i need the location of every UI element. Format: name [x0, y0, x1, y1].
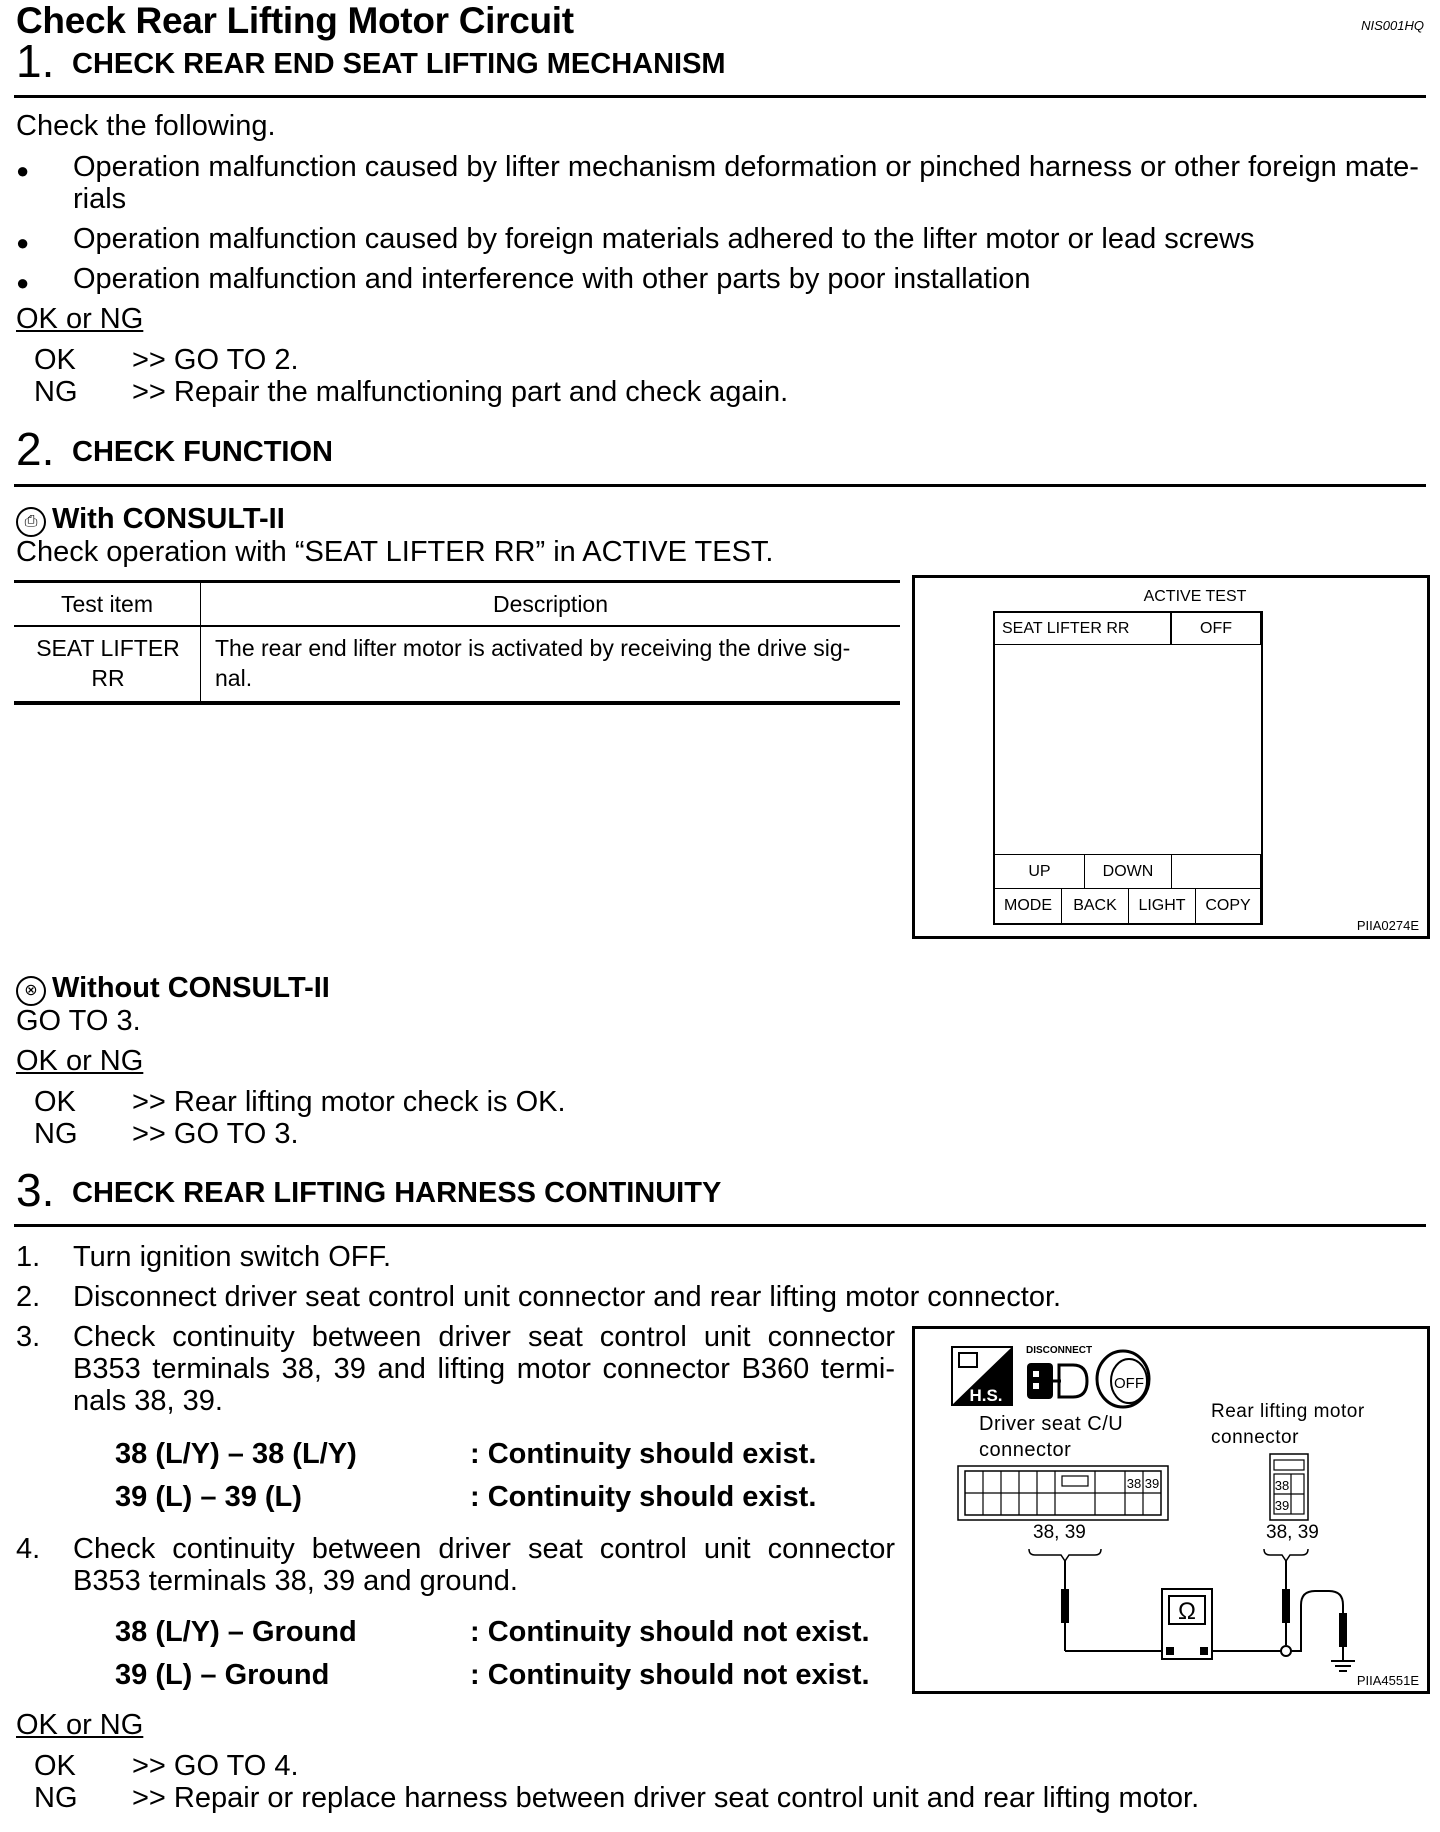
label-line: Driver seat C/U — [979, 1413, 1124, 1435]
ng-label: NG — [34, 376, 78, 408]
list-item: Operation malfunction caused by lifter mechanism deformation or pinched harness or other foreign mate-rials — [73, 151, 1419, 215]
continuity-diagram — [912, 1326, 1430, 1694]
column-header: Test item — [14, 582, 201, 627]
list-item: Disconnect driver seat control unit connector and rear lifting motor connector. — [73, 1281, 1062, 1313]
ok-result: >> GO TO 4. — [132, 1750, 299, 1782]
without-consult-heading — [16, 972, 330, 1006]
terminal-38: 38 — [1126, 1476, 1142, 1491]
ok-label: OK — [34, 1750, 76, 1782]
empty-button — [1171, 854, 1261, 889]
step-title: CHECK FUNCTION — [72, 436, 333, 468]
step-1-intro: Check the following. — [16, 110, 276, 142]
step-number: 2. — [16, 423, 55, 475]
ng-label: NG — [34, 1782, 78, 1814]
label-line: connector — [979, 1439, 1072, 1461]
active-test-figure — [912, 575, 1430, 939]
list-number: 2. — [16, 1281, 41, 1313]
list-item: Check continuity between driver seat control unit connector B353 terminals 38, 39 and ground. — [73, 1533, 895, 1597]
without-consult-text: GO TO 3. — [16, 1005, 141, 1037]
up-button[interactable]: UP — [994, 854, 1085, 889]
continuity-result: : Continuity should not exist. — [470, 1616, 870, 1648]
ng-result: >> Repair the malfunctioning part and check again. — [132, 376, 789, 408]
document-id: NIS001HQ — [1361, 18, 1424, 33]
list-item: Operation malfunction caused by foreign materials adhered to the lifter motor or lead screws — [73, 223, 1255, 255]
no-consult-icon: ⊗ — [16, 976, 46, 1006]
table-header-row — [14, 582, 900, 627]
with-consult-title: With CONSULT-II — [52, 503, 285, 535]
rear-connector-label — [1211, 1399, 1365, 1451]
divider — [14, 484, 1426, 487]
active-test-screen — [993, 611, 1263, 925]
table-cell: The rear end lifter motor is activated by receiving the drive sig-nal. — [201, 626, 901, 703]
ng-result: >> Repair or replace harness between driver seat control unit and rear lifting motor. — [132, 1782, 1200, 1814]
continuity-pair: 39 (L) – 39 (L) — [115, 1481, 302, 1513]
list-number: 4. — [16, 1533, 41, 1565]
step-title: CHECK REAR END SEAT LIFTING MECHANISM — [72, 48, 726, 80]
continuity-pair: 39 (L) – Ground — [115, 1659, 330, 1691]
screen-title: ACTIVE TEST — [1143, 588, 1247, 605]
list-item: Operation malfunction and interference with other parts by poor installation — [73, 263, 1031, 295]
list-number: 3. — [16, 1321, 41, 1353]
ohmmeter-icon — [1162, 1589, 1212, 1659]
continuity-result: : Continuity should exist. — [470, 1481, 817, 1513]
step-2-heading — [16, 422, 333, 476]
left-terminals-label: 38, 39 — [1033, 1522, 1086, 1543]
ok-result: >> Rear lifting motor check is OK. — [132, 1086, 566, 1118]
ok-or-ng-label: OK or NG — [16, 1709, 144, 1741]
continuity-result: : Continuity should exist. — [470, 1438, 817, 1470]
step-number: 3. — [16, 1164, 55, 1216]
mode-button[interactable]: MODE — [994, 888, 1062, 924]
terminal-38: 38 — [1274, 1478, 1290, 1493]
off-label: OFF — [1114, 1375, 1144, 1392]
ohm-symbol: Ω — [1178, 1598, 1196, 1625]
disconnect-label: DISCONNECT — [1026, 1345, 1093, 1356]
column-header: Description — [201, 582, 901, 627]
figure-id: PIIA4551E — [1356, 1673, 1419, 1688]
ok-label: OK — [34, 344, 76, 376]
right-terminals-label: 38, 39 — [1266, 1522, 1319, 1543]
test-item-name: SEAT LIFTER RR — [994, 612, 1171, 645]
ok-or-ng-label: OK or NG — [16, 1045, 144, 1077]
back-button[interactable]: BACK — [1061, 888, 1129, 924]
driver-connector — [958, 1466, 1168, 1520]
list-item: Turn ignition switch OFF. — [73, 1241, 392, 1273]
divider — [14, 1224, 1426, 1227]
table-row — [14, 626, 900, 703]
light-button[interactable]: LIGHT — [1128, 888, 1196, 924]
with-consult-text: Check operation with “SEAT LIFTER RR” in ACTIVE TEST. — [16, 536, 774, 568]
with-consult-heading — [16, 503, 285, 537]
consult-tool-icon: ⎙ — [16, 507, 46, 537]
copy-button[interactable]: COPY — [1195, 888, 1261, 924]
ignition-off-icon — [1097, 1351, 1149, 1407]
step-1-heading — [16, 34, 726, 88]
test-item-table — [14, 580, 900, 705]
table-cell: SEAT LIFTER RR — [14, 626, 201, 703]
bullet-icon: ● — [16, 270, 30, 295]
step-title: CHECK REAR LIFTING HARNESS CONTINUITY — [72, 1177, 722, 1209]
step-3-heading — [16, 1163, 721, 1217]
page-title: Check Rear Lifting Motor Circuit — [16, 0, 574, 41]
rear-motor-connector — [1270, 1454, 1308, 1520]
ok-label: OK — [34, 1086, 76, 1118]
list-item: Check continuity between driver seat control unit connector B353 terminals 38, 39 and lifting motor connector B360 termi-nals 38, 39. — [73, 1321, 895, 1417]
ok-result: >> GO TO 2. — [132, 344, 299, 376]
list-number: 1. — [16, 1241, 41, 1273]
driver-connector-label — [979, 1411, 1123, 1463]
harness-side-icon — [952, 1347, 1012, 1405]
down-button[interactable]: DOWN — [1084, 854, 1172, 889]
without-consult-title: Without CONSULT-II — [52, 972, 330, 1004]
test-item-value: OFF — [1171, 612, 1261, 645]
continuity-pair: 38 (L/Y) – 38 (L/Y) — [115, 1438, 357, 1470]
continuity-pair: 38 (L/Y) – Ground — [115, 1616, 357, 1648]
label-line: connector — [1211, 1427, 1299, 1448]
ng-result: >> GO TO 3. — [132, 1118, 299, 1150]
disconnect-icon — [1026, 1345, 1092, 1399]
hs-label: H.S. — [969, 1386, 1003, 1405]
bullet-icon: ● — [16, 158, 30, 183]
continuity-result: : Continuity should not exist. — [470, 1659, 870, 1691]
ok-or-ng-label: OK or NG — [16, 303, 144, 335]
bullet-icon: ● — [16, 230, 30, 255]
diagram-drawing — [915, 1329, 1427, 1691]
figure-id: PIIA0274E — [1356, 918, 1419, 933]
terminal-39: 39 — [1144, 1476, 1160, 1491]
divider — [14, 95, 1426, 98]
label-line: Rear lifting motor — [1211, 1401, 1365, 1422]
ng-label: NG — [34, 1118, 78, 1150]
terminal-39: 39 — [1274, 1498, 1290, 1513]
step-number: 1. — [16, 35, 55, 87]
